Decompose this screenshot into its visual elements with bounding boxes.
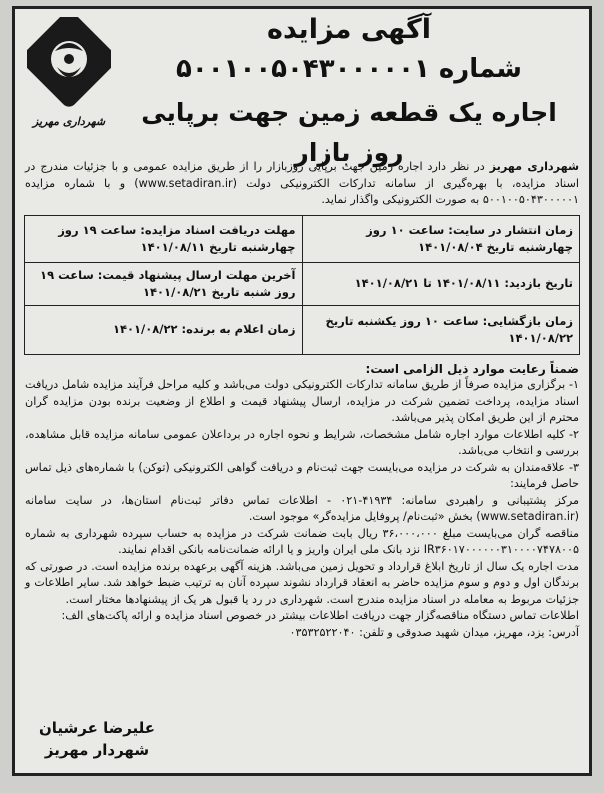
publish-time-cell: زمان انتشار در سایت: ساعت ۱۰ روز چهارشنبه تاریخ ۱۴۰۱/۰۸/۰۴ <box>302 215 580 262</box>
auction-number: شماره ۵۰۰۱۰۰۵۰۴۳۰۰۰۰۰۱ <box>175 54 523 84</box>
winner-announce-cell: زمان اعلام به برنده: ۱۴۰۱/۰۸/۲۲ <box>25 305 303 354</box>
notice-subtitle: اجاره یک قطعه زمین جهت برپایی روز بازار <box>141 98 557 167</box>
condition-item: ۳- علاقه‌مندان به شرکت در مزایده می‌بایست جهت ثبت‌نام و دریافت گواهی الکترونیکی (توکن) با شماره‌های ذیل تماس حاصل فرمایند: <box>25 460 579 490</box>
signer-name: علیرضا عرشیان <box>38 719 156 737</box>
document-deadline-cell: مهلت دریافت اسناد مزایده: ساعت ۱۹ روز چهارشنبه تاریخ ۱۴۰۱/۰۸/۱۱ <box>25 215 303 262</box>
visit-date-cell: تاریخ بازدید: ۱۴۰۱/۰۸/۱۱ تا ۱۴۰۱/۰۸/۲۱ <box>302 262 580 305</box>
table-row <box>25 305 580 354</box>
intro-lead: شهرداری مهریز <box>489 160 579 173</box>
support-contact: مرکز پشتیبانی و راهبردی سامانه: ۴۱۹۳۴-۰۲۱ - اطلاعات تماس دفاتر ثبت‌نام استان‌ها، در سایت سامانه (www.setadiran.ir) بخش «ثبت‌نام/ پروفایل مزایده‌گر» موجود است. <box>25 493 579 523</box>
conditions-section <box>15 361 589 642</box>
contact-info: اطلاعات تماس دستگاه مناقصه‌گزار جهت دریافت اطلاعات بیشتر در خصوص اسناد مزایده و ارائه پاکت‌های الف: <box>61 609 579 622</box>
notice-title: آگهی مزایده <box>267 14 431 45</box>
notice-header <box>15 9 589 167</box>
conditions-heading: ضمناً رعایت موارد ذیل الزامی است: <box>365 361 579 376</box>
intro-text: در نظر دارد اجاره زمین جهت برپایی روزبازار را از طریق مزایده عمومی و با جزئیات مندرج در اسناد مزایده، با بهره‌گیری از سامانه تدارکات الکترونیکی دولت (www.setadiran.ir) و با شماره مزایده ۵۰۰۱۰۰۵۰۴۳۰۰۰۰۰۱ به صورت الکترونیکی واگذار نماید. <box>25 160 579 206</box>
municipality-logo <box>23 17 115 142</box>
title-block <box>123 11 575 173</box>
address-line: آدرس: یزد، مهریز، میدان شهید صدوقی و تلفن: ۰۳۵۳۲۵۲۲۰۴۰ <box>289 625 579 639</box>
table-row <box>25 262 580 305</box>
auction-notice <box>12 6 592 776</box>
condition-item: ۱- برگزاری مزایده صرفاً از طریق سامانه تدارکات الکترونیکی دولت می‌باشد و کلیه مراحل فرآیند مزایده شامل دریافت اسناد مزایده، پرداخت تضمین شرکت در مزایده، ارسال پیشنهاد قیمت و اطلاع از وضعیت برنده بودن مزایده گران محترم از این طریق امکان پذیر می‌باشد. <box>25 378 579 424</box>
signer-role: شهردار مهریز <box>44 741 150 759</box>
table-row <box>25 215 580 262</box>
opening-time-cell: زمان بازگشایی: ساعت ۱۰ روز یکشنبه تاریخ ۱۴۰۱/۰۸/۲۲ <box>302 305 580 354</box>
deposit-info: مناقصه گران می‌بایست مبلغ ۳۶،۰۰۰،۰۰۰ ریال بابت ضمانت شرکت در مزایده به حساب سپرده شهرداری به شماره IR۳۶۰۱۷۰۰۰۰۰۰۳۱۰۰۰۰۷۴۷۸۰۰۵ نزد بانک ملی ایران واریز و یا ارائه ضمانت‌نامه بانکی اقدام نمایند. <box>25 526 579 556</box>
lease-duration: مدت اجاره یک سال از تاریخ ابلاغ قرارداد و تحویل زمین می‌باشد. هزینه آگهی برعهده برنده مزایده است. در صورتی که برندگان اول و دوم و سوم مزایده حاضر به انعقاد قرارداد نشوند سپرده آنان به ترتیب ضبط خواهد شد. سایر اطلاعات و جزئیات مربوط به معامله در اسناد مزایده مندرج است. شهرداری در رد یا قبول هر یک از پیشنهادها مختار است. <box>25 559 579 606</box>
bid-deadline-cell: آخرین مهلت ارسال پیشنهاد قیمت: ساعت ۱۹ روز شنبه تاریخ ۱۴۰۱/۰۸/۲۱ <box>25 262 303 305</box>
logo-caption: شهرداری مهریز <box>32 115 106 128</box>
signature-block <box>27 717 167 761</box>
schedule-table <box>24 215 580 355</box>
municipality-logo-icon <box>27 17 111 113</box>
condition-item: ۲- کلیه اطلاعات موارد اجاره شامل مشخصات، شرایط و نحوه اجاره در برداعلان عمومی سامانه مزایده قابل مشاهده، بررسی و انتخاب می‌باشد. <box>25 427 579 457</box>
